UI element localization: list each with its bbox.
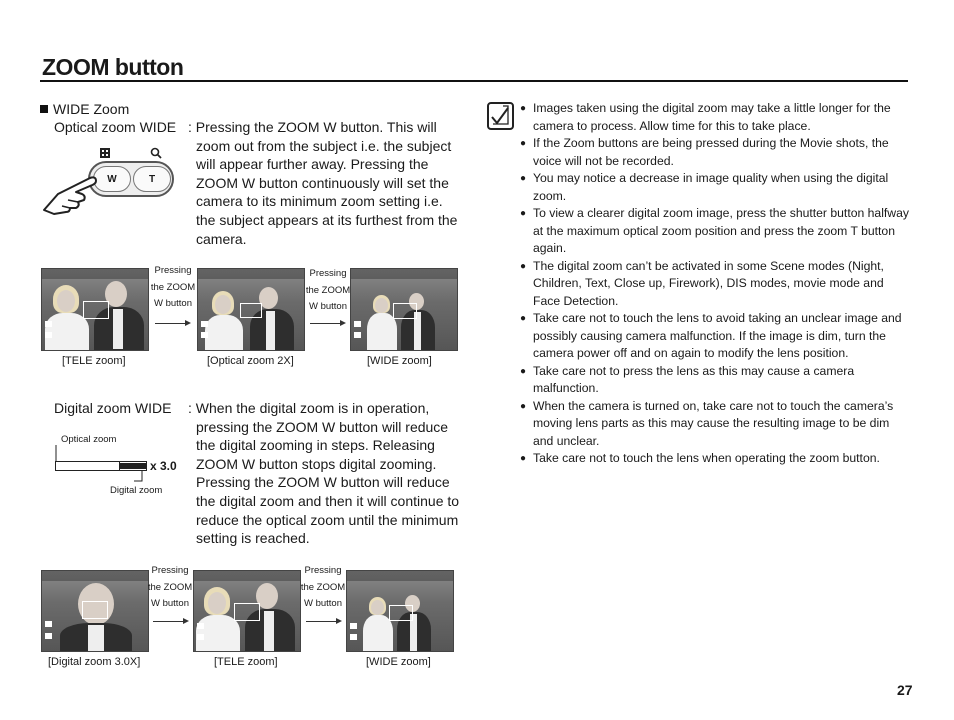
preview-tele-zoom — [41, 268, 149, 351]
arrow-label-line: Pressing — [154, 265, 192, 276]
desc-line: pressing the ZOOM W button will reduce — [196, 418, 449, 435]
subject-face — [215, 295, 231, 314]
arrow-label-line: Pressing — [151, 565, 189, 576]
arrow-label-line: Pressing — [304, 565, 342, 576]
desc-line: camera to its minimum zoom setting i.e. — [196, 193, 443, 210]
preview-optical-2x — [197, 268, 305, 351]
desc-line: : When the digital zoom is in operation, — [188, 400, 430, 416]
note-item: ● If the Zoom buttons are being pressed during the Movie shots, the voice will not be recorded. — [520, 135, 912, 170]
square-bullet-icon — [40, 105, 48, 113]
wide-zoom-icon — [100, 148, 110, 158]
arrow-label-line: W button — [153, 298, 193, 309]
optical-zoom-bar-label: Optical zoom — [61, 434, 117, 445]
osd-icon — [197, 623, 204, 629]
subject-shirt — [266, 311, 275, 351]
osd-icon — [354, 332, 361, 338]
desc-line: ZOOM W button continuously will set the — [196, 174, 449, 191]
desc-line: Pressing the ZOOM W button will reduce — [196, 474, 450, 491]
osd-icon — [350, 623, 357, 629]
desc-line: zoom out from the subject i.e. the subject — [196, 137, 452, 154]
optical-zoom-label: Optical zoom WIDE — [54, 119, 177, 135]
zoom-bar — [55, 461, 147, 471]
subject-face — [371, 600, 384, 615]
osd-bar — [198, 269, 304, 279]
zoom-bar-digital — [120, 463, 146, 469]
desc-line: the digital zooming in steps. Releasing — [196, 437, 435, 454]
zoom-bar-optical — [56, 462, 120, 470]
osd-icon — [354, 321, 361, 327]
arrow-right — [155, 323, 189, 324]
caption-wide-zoom: [WIDE zoom] — [367, 355, 432, 367]
arrow-label — [305, 266, 351, 316]
arrow-label — [150, 263, 196, 313]
arrow-label — [147, 563, 193, 613]
section-heading — [40, 101, 129, 117]
subject-shirt — [113, 309, 123, 349]
subject-shirt — [88, 625, 104, 652]
arrow-right — [310, 323, 344, 324]
page-number: 27 — [897, 682, 913, 698]
preview-wide-zoom — [350, 268, 458, 351]
zoom-w-half: W — [93, 166, 131, 192]
focus-frame — [234, 603, 260, 621]
osd-bar — [42, 269, 148, 279]
digital-zoom-pointer — [130, 471, 144, 485]
note-item: ● You may notice a decrease in image quality when using the digital zoom. — [520, 170, 912, 205]
pointing-hand-icon — [40, 160, 102, 218]
arrow-label-line: the ZOOM — [300, 581, 346, 593]
note-item: ● When the camera is turned on, take care not to touch the camera’s moving lens parts as this may cause the resulting image to be dim and unclear. — [520, 398, 912, 451]
note-check-glyph — [489, 104, 512, 128]
desc-line: reduce the optical zoom until the minimum — [196, 511, 459, 528]
focus-frame — [240, 303, 262, 318]
preview-digital-zoom-3x — [41, 570, 149, 652]
osd-bar — [351, 269, 457, 279]
optical-zoom-pointer — [55, 445, 67, 462]
osd-icon — [197, 634, 204, 640]
subject-face — [208, 592, 226, 614]
note-item: ● The digital zoom can’t be activated in some Scene modes (Night, Children, Text, Close up, Firework), DIS modes, movie mode and Face Detection. — [520, 258, 912, 311]
caption-optical-2x: [Optical zoom 2X] — [207, 355, 294, 367]
arrow-right — [306, 621, 340, 622]
osd-icon — [350, 634, 357, 640]
focus-frame — [83, 301, 109, 319]
note-item: ● To view a clearer digital zoom image, press the shutter button halfway at the maximum optical zoom position and press the zoom T button again. — [520, 205, 912, 258]
desc-line: the digital zoom and then it will continue to — [196, 492, 460, 509]
subject-face — [375, 298, 388, 313]
subject-face — [57, 290, 75, 312]
digital-zoom-label: Digital zoom WIDE — [54, 400, 172, 416]
arrow-label-line: the ZOOM — [305, 284, 351, 296]
digital-zoom-desc — [188, 399, 459, 548]
note-check-icon — [487, 102, 514, 130]
osd-icon — [45, 633, 52, 639]
preview-tele-zoom-2 — [193, 570, 301, 652]
note-item: ● Take care not to touch the lens to avoid taking an unclear image and possibly causing camera malfunction. If the image is dim, turn the camera power off and on again to modify the lens position. — [520, 310, 912, 363]
arrow-label-line: W button — [303, 598, 343, 609]
tele-zoom-icon — [150, 147, 162, 159]
title-rule — [40, 80, 908, 82]
arrow-label-line: W button — [150, 598, 190, 609]
digital-zoom-bar-label: Digital zoom — [110, 485, 163, 496]
subject-shirt — [264, 611, 274, 651]
caption-tele-zoom: [TELE zoom] — [62, 355, 126, 367]
note-item: ● Images taken using the digital zoom may take a little longer for the camera to process. Allow time for this to take place. — [520, 100, 912, 135]
focus-frame — [393, 303, 417, 319]
optical-zoom-desc — [188, 118, 457, 248]
arrow-right — [153, 621, 187, 622]
arrow-label-line: the ZOOM — [147, 581, 193, 593]
osd-icon — [201, 332, 208, 338]
preview-wide-zoom-2 — [346, 570, 454, 652]
osd-icon — [45, 321, 52, 327]
zoom-t-half: T — [133, 166, 171, 192]
osd-bar — [347, 571, 453, 581]
focus-frame — [82, 601, 108, 619]
caption-tele-zoom-2: [TELE zoom] — [214, 656, 278, 668]
osd-icon — [45, 332, 52, 338]
osd-bar — [42, 571, 148, 581]
desc-line: will appear further away. Pressing the — [196, 156, 429, 173]
desc-line: camera. — [196, 230, 247, 247]
desc-line: : Pressing the ZOOM W button. This will — [188, 119, 437, 135]
section-heading-text: WIDE Zoom — [53, 101, 130, 117]
desc-line: ZOOM W button stops digital zooming. — [196, 455, 437, 472]
note-item: ● Take care not to press the lens as this may cause a camera malfunction. — [520, 363, 912, 398]
notes-list — [520, 100, 912, 468]
focus-frame — [389, 605, 413, 621]
zoom-value: x 3.0 — [150, 459, 177, 473]
caption-digital-zoom-3x: [Digital zoom 3.0X] — [48, 656, 141, 668]
osd-icon — [45, 621, 52, 627]
arrow-label-line: the ZOOM — [150, 281, 196, 293]
caption-wide-zoom-2: [WIDE zoom] — [366, 656, 431, 668]
page-title: ZOOM button — [42, 54, 184, 80]
arrow-label-line: Pressing — [309, 268, 347, 279]
desc-line: setting is reached. — [196, 530, 310, 547]
subject-dress — [205, 315, 243, 351]
desc-line: the subject appears at its furthest from the — [196, 211, 458, 228]
osd-icon — [201, 321, 208, 327]
arrow-label — [300, 563, 346, 613]
note-item: ● Take care not to touch the lens when operating the zoom button. — [520, 450, 912, 468]
arrow-label-line: W button — [308, 301, 348, 312]
osd-bar — [194, 571, 300, 581]
